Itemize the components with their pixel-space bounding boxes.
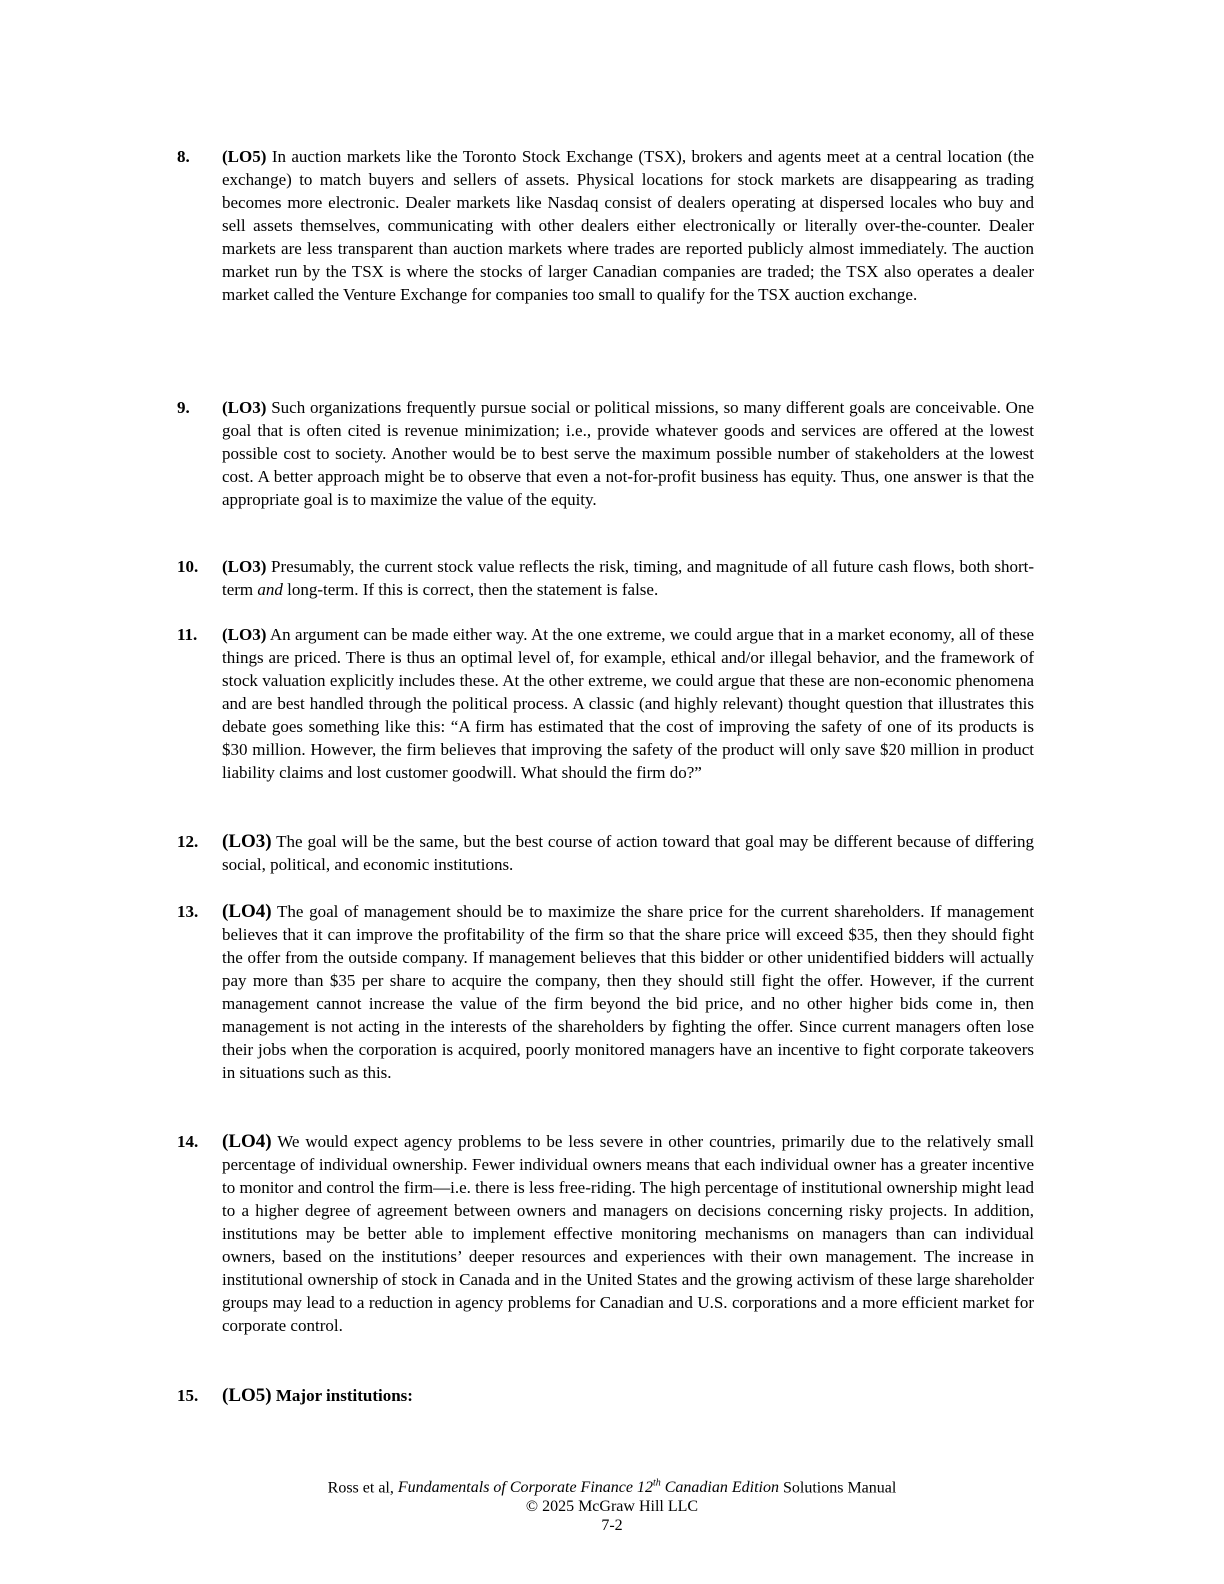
learning-objective-tag: (LO5) bbox=[222, 1385, 272, 1406]
question-number: 11. bbox=[177, 625, 198, 644]
footer-copyright: © 2025 McGraw Hill LLC bbox=[525, 1498, 699, 1516]
question-number: 8. bbox=[177, 147, 190, 166]
answer-text: An argument can be made either way. At the one extreme, we could argue that in a market economy, all of these things are priced. There is thus an optimal level of, for example, ethical and/or illegal behavior, and the framework of stock valuation explicitly includes these. At the other extreme, we could argue that these are non-economic phenomena and are best handled through the political process. A classic (and highly relevant) thought question that illustrates this debate goes something like this: “A firm has estimated that the cost of improving the safety of one of its products is $30 million. However, the firm believes that improving the safety of the product will only save $20 million in product liability claims and lost customer goodwill. What should the firm do?” bbox=[222, 625, 1034, 782]
footer-suffix: Solutions Manual bbox=[782, 1479, 897, 1497]
question-number: 13. bbox=[177, 902, 199, 921]
learning-objective-tag: (LO3) bbox=[222, 625, 267, 644]
question-answer bbox=[222, 830, 1034, 876]
question-answer bbox=[222, 1130, 1034, 1337]
answer-text: The goal will be the same, but the best course of action toward that goal may be different because of differing social, political, and economic institutions. bbox=[222, 832, 1035, 874]
question-12 bbox=[177, 830, 1034, 876]
answer-text-continued: long-term. If this is correct, then the statement is false. bbox=[282, 580, 659, 599]
learning-objective-tag: (LO5) bbox=[222, 147, 267, 166]
question-number: 14. bbox=[177, 1132, 199, 1151]
footer-citation bbox=[0, 1474, 1224, 1497]
question-number: 15. bbox=[177, 1386, 199, 1405]
learning-objective-tag: (LO4) bbox=[222, 1131, 272, 1152]
question-answer bbox=[222, 396, 1034, 511]
page-footer bbox=[0, 1474, 1224, 1535]
question-10 bbox=[177, 555, 1034, 601]
question-number: 12. bbox=[177, 832, 199, 851]
footer-book-title: Fundamentals of Corporate Finance 12th Canadian Edition bbox=[397, 1478, 779, 1497]
question-9 bbox=[177, 396, 1034, 511]
question-answer bbox=[222, 623, 1034, 784]
question-answer bbox=[222, 145, 1034, 306]
question-number: 9. bbox=[177, 398, 190, 417]
footer-authors: Ross et al, bbox=[327, 1479, 394, 1497]
answer-text: Such organizations frequently pursue social or political missions, so many different goals are conceivable. One goal that is often cited is revenue minimization; i.e., provide whatever goods and services are offered at the lowest possible cost to society. Another would be to best serve the maximum possible number of stakeholders at the lowest cost. A better approach might be to observe that even a not-for-profit business has equity. Thus, one answer is that the appropriate goal is to maximize the value of the equity. bbox=[222, 398, 1034, 509]
answer-text: Presumably, the current stock value reflects the risk, timing, and magnitude of all future cash flows, both short-term bbox=[222, 557, 1034, 599]
question-answer bbox=[222, 1384, 1034, 1407]
question-14 bbox=[177, 1130, 1034, 1337]
answer-text: In auction markets like the Toronto Stock Exchange (TSX), brokers and agents meet at a central location (the exchange) to match buyers and sellers of assets. Physical locations for stock markets are disappearing as trading becomes more electronic. Dealer markets like Nasdaq consist of dealers operating at dispersed locales who buy and sell assets themselves, communicating with other dealers either electronically or literally over-the-counter. Dealer markets are less transparent than auction markets where trades are reported publicly almost immediately. The auction market run by the TSX is where the stocks of larger Canadian companies are traded; the TSX also operates a dealer market called the Venture Exchange for companies too small to qualify for the TSX auction exchange. bbox=[222, 147, 1034, 304]
question-15 bbox=[177, 1384, 1034, 1407]
learning-objective-tag: (LO4) bbox=[222, 901, 272, 922]
footer-edition: Canadian Edition bbox=[664, 1479, 779, 1497]
question-13 bbox=[177, 900, 1034, 1084]
answer-text-emphasis: and bbox=[257, 580, 283, 599]
question-11 bbox=[177, 623, 1034, 784]
answer-text: The goal of management should be to maximize the share price for the current shareholders. If management believes that it can improve the profitability of the firm so that the share price will exceed $35, then they should fight the offer from the outside company. If management believes that this bidder or other unidentified bidders will actually pay more than $35 per share to acquire the company, then they should still fight the offer. However, if the current management cannot increase the value of the firm beyond the bid price, and no other higher bids come in, then management is not acting in the interests of the shareholders by fighting the offer. Since current managers often lose their jobs when the corporation is acquired, poorly monitored managers have an incentive to fight corporate takeovers in situations such as this. bbox=[222, 902, 1034, 1082]
learning-objective-tag: (LO3) bbox=[222, 557, 267, 576]
question-answer bbox=[222, 555, 1034, 601]
question-8 bbox=[177, 145, 1034, 306]
answer-text: We would expect agency problems to be less severe in other countries, primarily due to the relatively small percentage of individual ownership. Fewer individual owners means that each individual owner has a greater incentive to monitor and control the firm—i.e. there is less free-riding. The high percentage of institutional ownership might lead to a higher degree of agreement between owners and managers on decisions concerning risky projects. In addition, institutions may be better able to implement effective monitoring mechanisms on managers than can individual owners, based on the institutions’ deeper resources and experiences with their own management. The increase in institutional ownership of stock in Canada and in the United States and the growing activism of these large shareholder groups may lead to a reduction in agency problems for Canadian and U.S. corporations and a more efficient market for corporate control. bbox=[222, 1132, 1034, 1335]
answer-heading: Major institutions: bbox=[275, 1386, 413, 1405]
footer-edition-superscript: th bbox=[652, 1478, 661, 1489]
question-number: 10. bbox=[177, 557, 199, 576]
learning-objective-tag: (LO3) bbox=[222, 831, 272, 852]
question-answer bbox=[222, 900, 1034, 1084]
footer-page-number: 7-2 bbox=[601, 1517, 623, 1535]
learning-objective-tag: (LO3) bbox=[222, 398, 267, 417]
